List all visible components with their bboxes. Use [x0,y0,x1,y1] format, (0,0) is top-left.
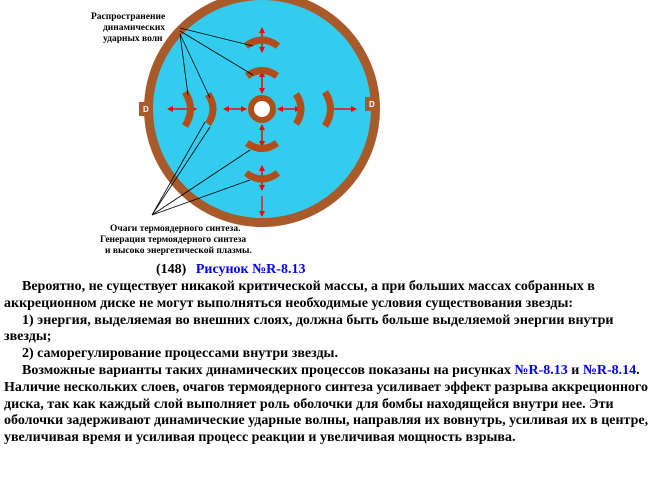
figure-caption [156,262,305,278]
paragraph-4 [4,363,660,447]
ref-figure-r-8-13[interactable]: №R-8.13 [514,362,568,378]
label-top-line-2: динамических [103,23,166,33]
paragraph-3: 2) саморегулирование процессами внутри звезды. [22,346,338,362]
paragraph-2: 1) энергия, выделяемая во внешних слоях, должна быть больше выделяемой энергии внутри звезды; [4,312,614,345]
ref-figure-r-8-14[interactable]: №R-8.14 [582,362,637,378]
label-bottom-line-1: Очаги термоядерного синтеза. [110,224,241,234]
body-text [4,279,660,447]
label-top-line-3: ударных волн [103,34,163,44]
side-marker-right-label: D [369,100,375,109]
label-bottom-line-2: Генерация термоядерного синтеза [100,235,247,245]
label-bottom-line-3: и высоко энергетической плазмы. [105,246,252,256]
paragraph-4-start: Возможные варианты таких динамических процессов показаны на рисунках [22,362,515,378]
paragraph-4-and: и [567,362,583,378]
label-top-line-1: Распространение [91,12,166,22]
side-marker-left-label: D [143,105,149,114]
label-top [91,12,165,44]
figure-title: Рисунок №R-8.13 [195,262,306,277]
figure-number: (148) [156,262,187,277]
central-core-ring [251,98,273,120]
paragraph-4-end: . Наличие нескольких слоев, очагов термоядерного синтеза усиливает эффект разрыва аккреционного диска, так как каждый слой выполняет роль оболочки для бомбы находящейся внутри нее. Эти оболочки задерживают динамические ударные волны, направляя их вовнутрь, усиливая их в центре, увеличивая время и усиливая процесс реакции и увеличивая мощность взрыва. [4,362,649,446]
paragraph-1: Вероятно, не существует никакой критической массы, а при больших массах собранных в аккреционном диске не могут выполняться необходимые условия существования звезды: [4,279,595,311]
label-bottom [100,224,252,256]
